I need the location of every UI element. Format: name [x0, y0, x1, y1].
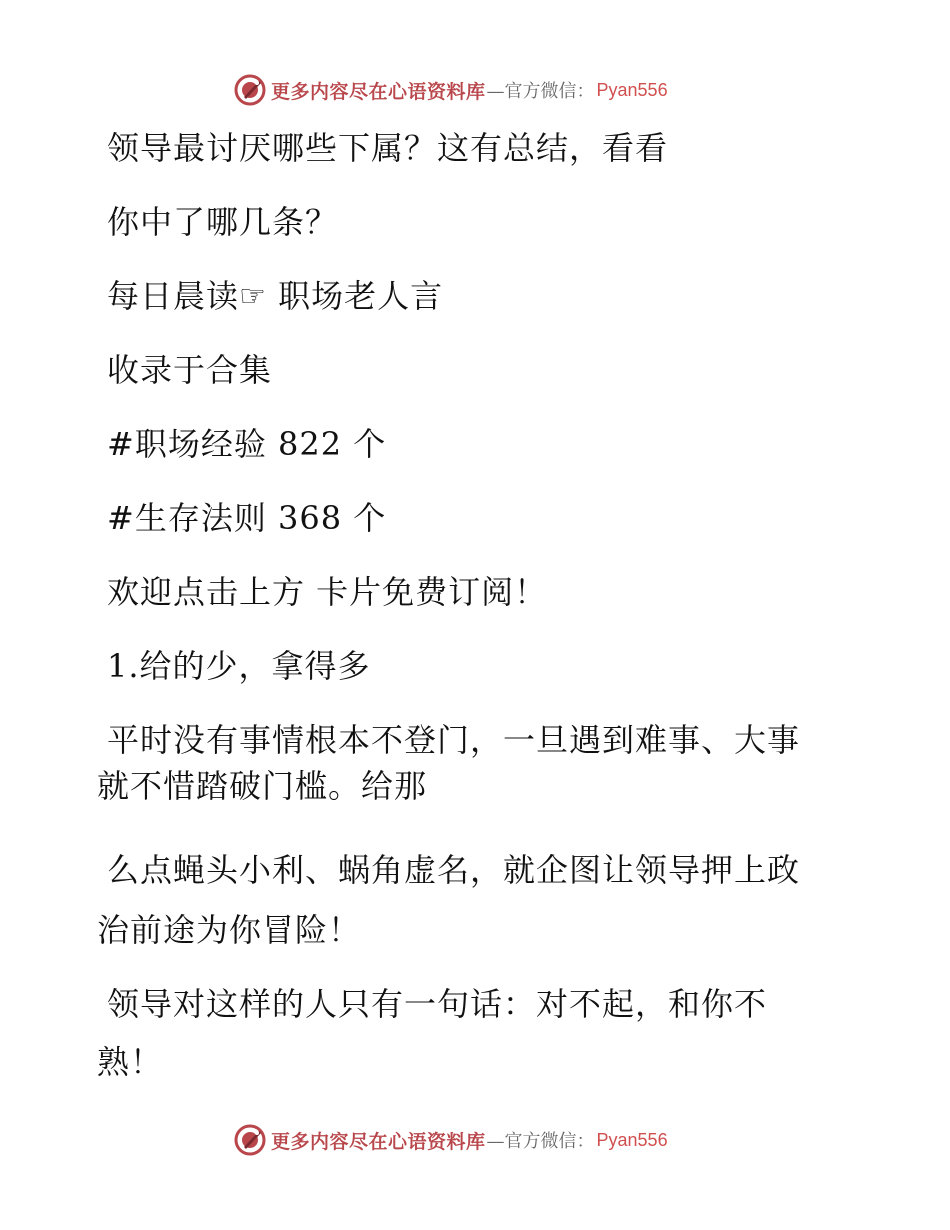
paragraph-1-line-2: 就不惜踏破门槛。给那	[97, 767, 428, 805]
subscribe-text: 欢迎点击上方 卡片免费订阅！	[107, 573, 548, 611]
article-title-line-2: 你中了哪几条？	[107, 203, 339, 241]
brand-name: 更多内容尽在心语资料库	[271, 80, 486, 103]
series-name: 每日晨读	[107, 277, 240, 315]
brand-wechat-id: Pyan556	[596, 1129, 668, 1150]
pointing-hand-icon: ☞	[239, 279, 267, 314]
brand-seal-logo-icon	[233, 73, 267, 107]
collection-tag-workplace[interactable]: #职场经验 822 个	[107, 425, 387, 463]
brand-name: 更多内容尽在心语资料库	[271, 1130, 486, 1153]
paragraph-3-line-2: 熟！	[97, 1043, 164, 1081]
paragraph-2-line-2: 治前途为你冒险！	[97, 911, 362, 949]
point-1-heading: 1.给的少，拿得多	[107, 647, 371, 685]
paragraph-1-line-1: 平时没有事情根本不登门，一旦遇到难事、大事	[107, 721, 801, 759]
series-suffix: 职场老人言	[266, 277, 444, 315]
collection-tag-survival[interactable]: #生存法则 368 个	[107, 499, 387, 537]
page-footer-watermark	[233, 1122, 668, 1158]
brand-seal-logo-icon	[233, 1123, 267, 1157]
paragraph-2-line-1: 么点蝇头小利、蜗角虚名，就企图让领导押上政	[107, 851, 801, 889]
brand-wechat-label: —官方微信：	[486, 81, 595, 102]
paragraph-3-line-1: 领导对这样的人只有一句话：对不起，和你不	[107, 985, 768, 1023]
brand-wechat-label: —官方微信：	[486, 1131, 595, 1152]
collection-label: 收录于合集	[107, 351, 273, 389]
brand-wechat-id: Pyan556	[596, 79, 668, 100]
page-header-watermark	[233, 72, 668, 108]
article-title-line-1: 领导最讨厌哪些下属？这有总结，看看	[107, 129, 669, 167]
series-line	[97, 276, 443, 318]
